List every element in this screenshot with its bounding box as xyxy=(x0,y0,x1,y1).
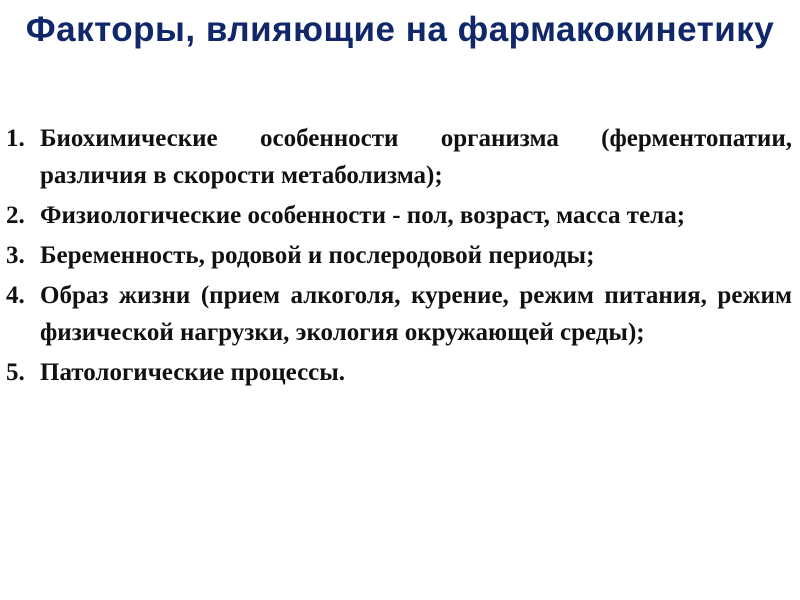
list-item-number: 5. xyxy=(6,359,25,386)
list-item-text: Образ жизни (прием алкоголя, курение, режим питания, режим физической нагрузки, экология окружающей среды); xyxy=(40,282,792,346)
list-item-text: Физиологические особенности - пол, возраст, масса тела; xyxy=(40,202,686,229)
list-item xyxy=(0,277,792,351)
list-item xyxy=(0,197,792,234)
list-item-number: 1. xyxy=(6,125,25,152)
list-item xyxy=(0,120,792,194)
list-item-text: Патологические процессы. xyxy=(40,359,346,386)
list-item-text: Биохимические особенности организма (ферментопатии, различия в скорости метаболизма); xyxy=(40,125,792,189)
list-item-number: 3. xyxy=(6,242,25,269)
list-item-text: Беременность, родовой и послеродовой периоды; xyxy=(40,242,595,269)
list-item xyxy=(0,237,792,274)
factor-list xyxy=(0,120,792,394)
list-item-number: 2. xyxy=(6,202,25,229)
list-item xyxy=(0,354,792,391)
slide-title: Факторы, влияющие на фармакокинетику xyxy=(25,10,775,49)
list-item-number: 4. xyxy=(6,282,25,309)
